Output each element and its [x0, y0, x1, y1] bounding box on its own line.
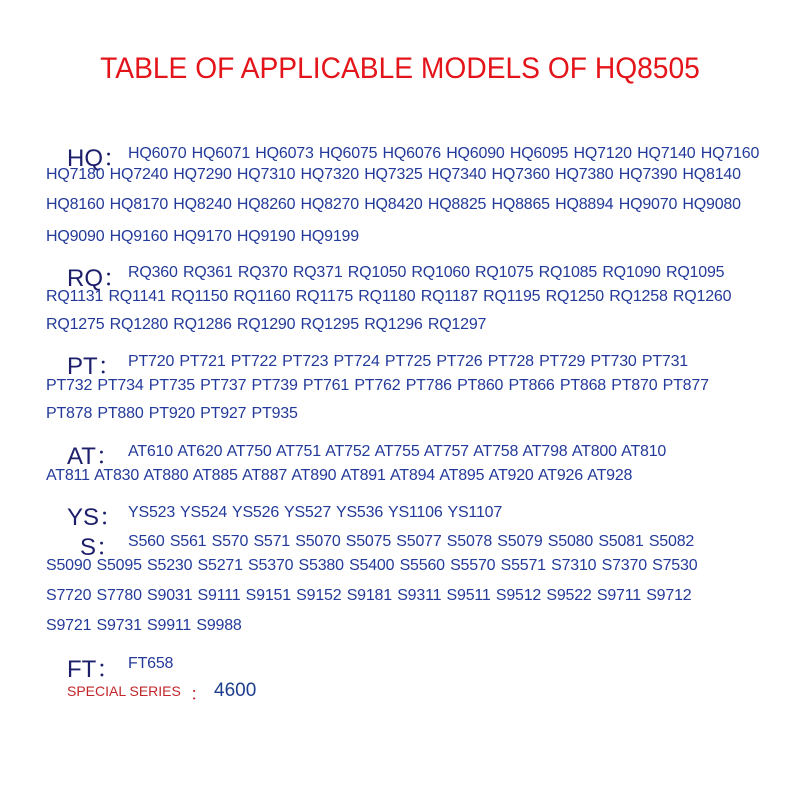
- model-line: RQ1275 RQ1280 RQ1286 RQ1290 RQ1295 RQ1296 RQ1297: [46, 316, 487, 333]
- model-line: S5090 S5095 S5230 S5271 S5370 S5380 S5400 S5560 S5570 S5571 S7310 S7370 S7530: [46, 557, 698, 574]
- series-label-hq: HQ：: [67, 145, 127, 172]
- model-line: RQ360 RQ361 RQ370 RQ371 RQ1050 RQ1060 RQ1075 RQ1085 RQ1090 RQ1095: [128, 264, 725, 281]
- model-line: S560 S561 S570 S571 S5070 S5075 S5077 S5078 S5079 S5080 S5081 S5082: [128, 533, 695, 550]
- model-line: RQ1131 RQ1141 RQ1150 RQ1160 RQ1175 RQ1180 RQ1187 RQ1195 RQ1250 RQ1258 RQ1260: [46, 288, 732, 305]
- series-label-s: S：: [80, 534, 121, 561]
- model-line: FT658: [128, 655, 174, 672]
- model-line: S7720 S7780 S9031 S9111 S9151 S9152 S9181 S9311 S9511 S9512 S9522 S9711 S9712: [46, 587, 692, 604]
- model-line: YS523 YS524 YS526 YS527 YS536 YS1106 YS1107: [128, 504, 503, 521]
- page-title: TABLE OF APPLICABLE MODELS OF HQ8505: [100, 52, 700, 85]
- model-line: S9721 S9731 S9911 S9988: [46, 617, 242, 634]
- model-line: HQ6070 HQ6071 HQ6073 HQ6075 HQ6076 HQ6090 HQ6095 HQ7120 HQ7140 HQ7160: [128, 145, 760, 162]
- model-line: PT732 PT734 PT735 PT737 PT739 PT761 PT762 PT786 PT860 PT866 PT868 PT870 PT877: [46, 377, 709, 394]
- series-label-ys: YS：: [67, 504, 124, 531]
- series-label-at: AT：: [67, 443, 120, 470]
- model-line: HQ8160 HQ8170 HQ8240 HQ8260 HQ8270 HQ8420 HQ8825 HQ8865 HQ8894 HQ9070 HQ9080: [46, 196, 741, 213]
- model-line: AT811 AT830 AT880 AT885 AT887 AT890 AT891 AT894 AT895 AT920 AT926 AT928: [46, 467, 633, 484]
- model-line: AT610 AT620 AT750 AT751 AT752 AT755 AT757 AT758 AT798 AT800 AT810: [128, 443, 667, 460]
- model-line: PT720 PT721 PT722 PT723 PT724 PT725 PT726 PT728 PT729 PT730 PT731: [128, 353, 689, 370]
- series-label-pt: PT：: [67, 353, 122, 380]
- special-series-value: 4600: [214, 680, 257, 701]
- model-line: HQ7180 HQ7240 HQ7290 HQ7310 HQ7320 HQ7325 HQ7340 HQ7360 HQ7380 HQ7390 HQ8140: [46, 166, 741, 183]
- special-series-label: SPECIAL SERIES: [67, 683, 181, 699]
- series-label-ft: FT：: [67, 656, 121, 683]
- special-series-colon: ：: [190, 684, 208, 704]
- model-line: HQ9090 HQ9160 HQ9170 HQ9190 HQ9199: [46, 228, 359, 245]
- model-line: PT878 PT880 PT920 PT927 PT935: [46, 405, 298, 422]
- series-label-rq: RQ：: [67, 265, 127, 292]
